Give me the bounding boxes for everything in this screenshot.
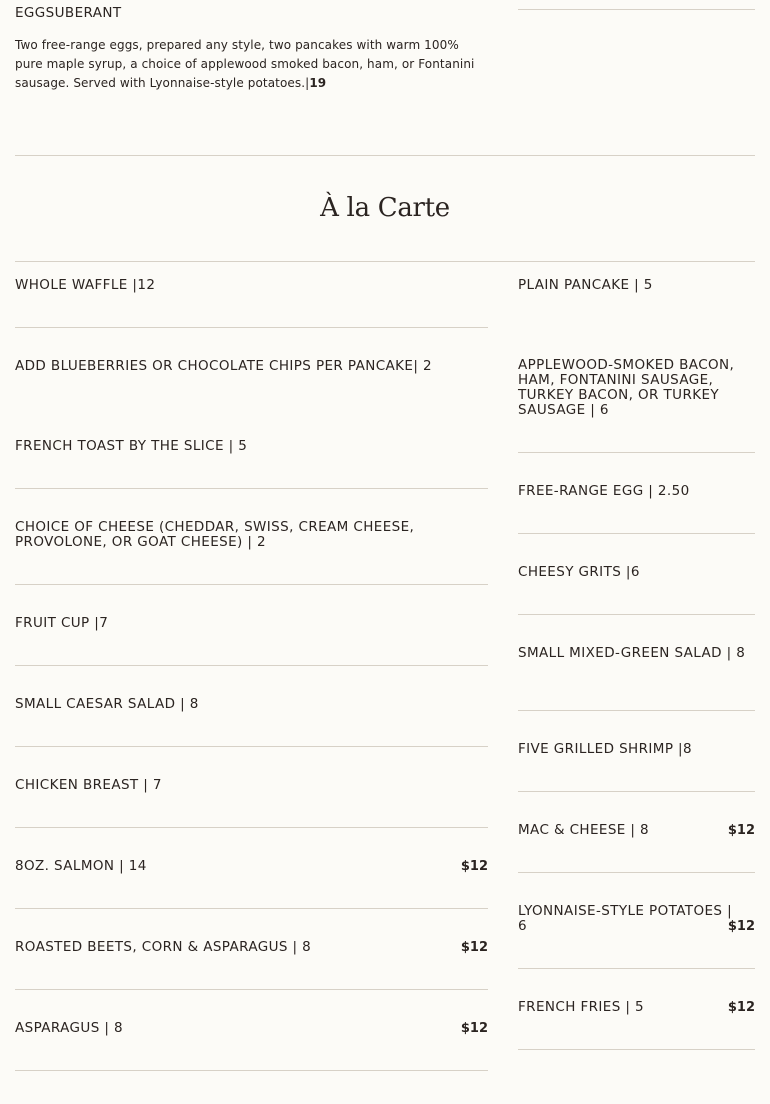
menu-item-mac-and-cheese: MAC & CHEESE | 8: [518, 822, 650, 838]
featured-price: 19: [309, 76, 327, 90]
divider: [518, 968, 755, 969]
menu-item-small-caesar-salad: SMALL CAESAR SALAD | 8: [15, 696, 199, 712]
menu-item-french-toast: FRENCH TOAST BY THE SLICE | 5: [15, 438, 248, 454]
menu-item-lyonnaise-potatoes: LYONNAISE-STYLE POTATOES | 6: [518, 903, 733, 934]
price-label: $12: [460, 940, 488, 955]
menu-item-roasted-beets: ROASTED BEETS, CORN & ASPARAGUS | 8: [15, 939, 312, 955]
menu-item-free-range-egg: FREE-RANGE EGG | 2.50: [518, 483, 690, 499]
menu-item-fruit-cup: FRUIT CUP |7: [15, 615, 109, 631]
divider: [15, 488, 488, 489]
section-divider: [15, 261, 755, 262]
divider: [518, 791, 755, 792]
divider: [15, 908, 488, 909]
divider: [518, 9, 755, 10]
price-label: $12: [460, 859, 488, 874]
featured-item-title: EGGSUBERANT: [15, 5, 122, 21]
featured-item-description: [15, 36, 487, 93]
divider: [518, 614, 755, 615]
divider: [518, 1049, 755, 1050]
menu-item-add-blueberries: ADD BLUEBERRIES OR CHOCOLATE CHIPS PER PANCAKE| 2: [15, 358, 432, 374]
menu-item-applewood-bacon: APPLEWOOD-SMOKED BACON, HAM, FONTANINI SAUSAGE, TURKEY BACON, OR TURKEY SAUSAGE | 6: [518, 357, 735, 418]
price-label: $12: [727, 919, 755, 934]
divider: [15, 746, 488, 747]
menu-item-asparagus: ASPARAGUS | 8: [15, 1020, 123, 1036]
menu-item-plain-pancake: PLAIN PANCAKE | 5: [518, 277, 653, 293]
featured-description-text: Two free-range eggs, prepared any style, two pancakes with warm 100% pure maple syrup, a choice of applewood smoked bacon, ham, or Fontanini sausage. Served with Lyonnaise-style potatoes.|: [15, 38, 475, 90]
menu-item-choice-of-cheese: CHOICE OF CHEESE (CHEDDAR, SWISS, CREAM CHEESE, PROVOLONE, OR GOAT CHEESE) | 2: [15, 519, 415, 550]
menu-item-french-fries: FRENCH FRIES | 5: [518, 999, 644, 1015]
divider: [15, 665, 488, 666]
price-label: $12: [727, 823, 755, 838]
divider: [518, 533, 755, 534]
divider: [518, 872, 755, 873]
menu-item-whole-waffle: WHOLE WAFFLE |12: [15, 277, 156, 293]
divider: [15, 1070, 488, 1071]
menu-item-salmon: 8OZ. SALMON | 14: [15, 858, 147, 874]
divider: [15, 584, 488, 585]
section-divider: [15, 155, 755, 156]
price-label: $12: [460, 1021, 488, 1036]
divider: [15, 327, 488, 328]
price-label: $12: [727, 1000, 755, 1015]
divider: [518, 710, 755, 711]
menu-item-chicken-breast: CHICKEN BREAST | 7: [15, 777, 162, 793]
menu-item-cheesy-grits: CHEESY GRITS |6: [518, 564, 640, 580]
menu-item-five-grilled-shrimp: FIVE GRILLED SHRIMP |8: [518, 741, 692, 757]
menu-item-small-mixed-green-salad: SMALL MIXED-GREEN SALAD | 8: [518, 645, 746, 661]
divider: [15, 827, 488, 828]
divider: [518, 452, 755, 453]
section-title: À la Carte: [320, 193, 450, 223]
divider: [15, 989, 488, 990]
